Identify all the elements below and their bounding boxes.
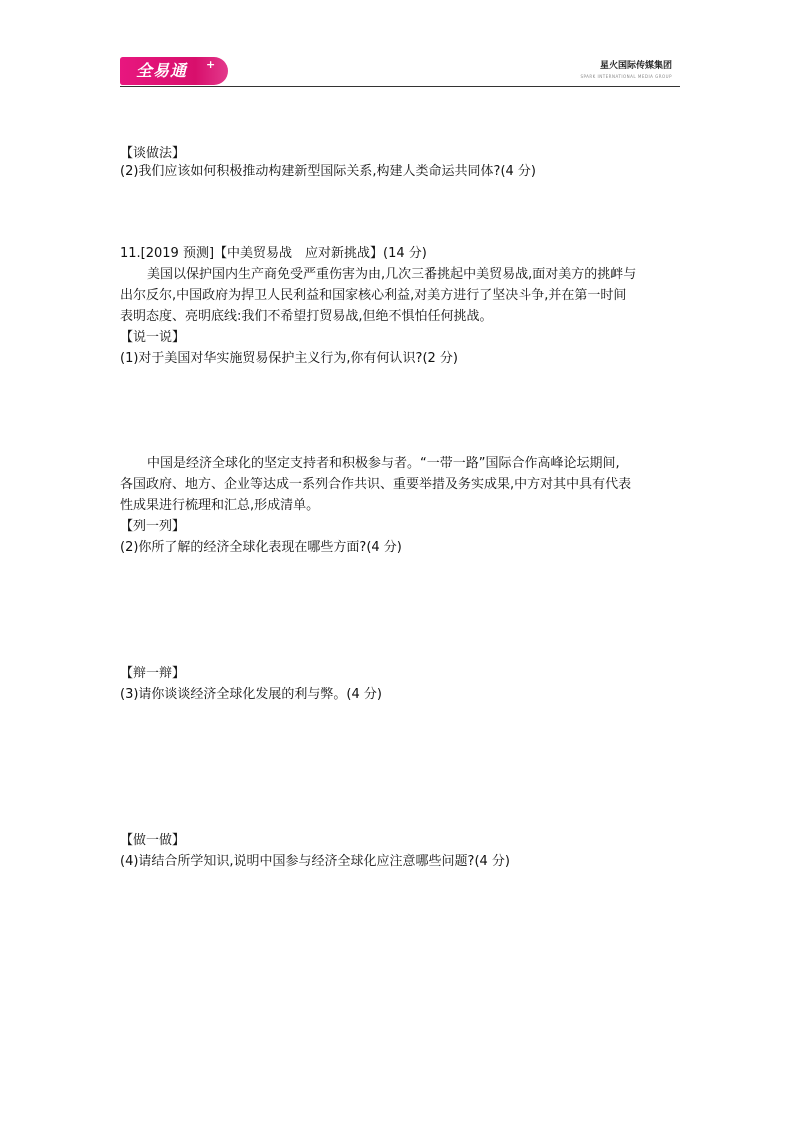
header-divider: [120, 86, 680, 87]
material-paragraph-1-line-1: 美国以保护国内生产商免受严重伤害为由,几次三番挑起中美贸易战,面对美方的挑衅与: [147, 267, 637, 282]
question-11-1: (1)对于美国对华实施贸易保护主义行为,你有何认识?(2 分): [120, 351, 458, 366]
question-11-4: (4)请结合所学知识,说明中国参与经济全球化应注意哪些问题?(4 分): [120, 854, 510, 869]
material-paragraph-2-line-3: 性成果进行梳理和汇总,形成清单。: [120, 498, 320, 513]
section-heading-say: 【说一说】: [120, 330, 186, 345]
company-subtitle: SPARK INTERNATIONAL MEDIA GROUP: [580, 74, 672, 79]
brand-logo-text: 全易通: [136, 61, 188, 80]
material-paragraph-2-line-1: 中国是经济全球化的坚定支持者和积极参与者。“一带一路”国际合作高峰论坛期间,: [147, 456, 620, 471]
question-11-3: (3)请你谈谈经济全球化发展的利与弊。(4 分): [120, 687, 382, 702]
question-11-2: (2)你所了解的经济全球化表现在哪些方面?(4 分): [120, 540, 402, 555]
company-name: 星火国际传媒集团: [599, 61, 672, 71]
brand-logo: [120, 57, 228, 85]
section-heading-talk-method: 【谈做法】: [120, 146, 186, 161]
material-paragraph-1-line-3: 表明态度、亮明底线:我们不希望打贸易战,但绝不惧怕任何挑战。: [120, 309, 493, 324]
section-heading-list: 【列一列】: [120, 519, 186, 534]
material-paragraph-2-line-2: 各国政府、地方、企业等达成一系列合作共识、重要举措及务实成果,中方对其中具有代表: [120, 477, 632, 492]
section-heading-debate: 【辩一辩】: [120, 666, 186, 681]
section-heading-do: 【做一做】: [120, 833, 186, 848]
brand-logo-plus: +: [206, 58, 216, 71]
material-paragraph-1-line-2: 出尔反尔,中国政府为捍卫人民利益和国家核心利益,对美方进行了坚决斗争,并在第一时间: [120, 288, 627, 303]
page-header: [120, 55, 680, 89]
question-10-2: (2)我们应该如何积极推动构建新型国际关系,构建人类命运共同体?(4 分): [120, 164, 536, 179]
question-11-title: 11.[2019 预测]【中美贸易战 应对新挑战】(14 分): [120, 246, 427, 261]
